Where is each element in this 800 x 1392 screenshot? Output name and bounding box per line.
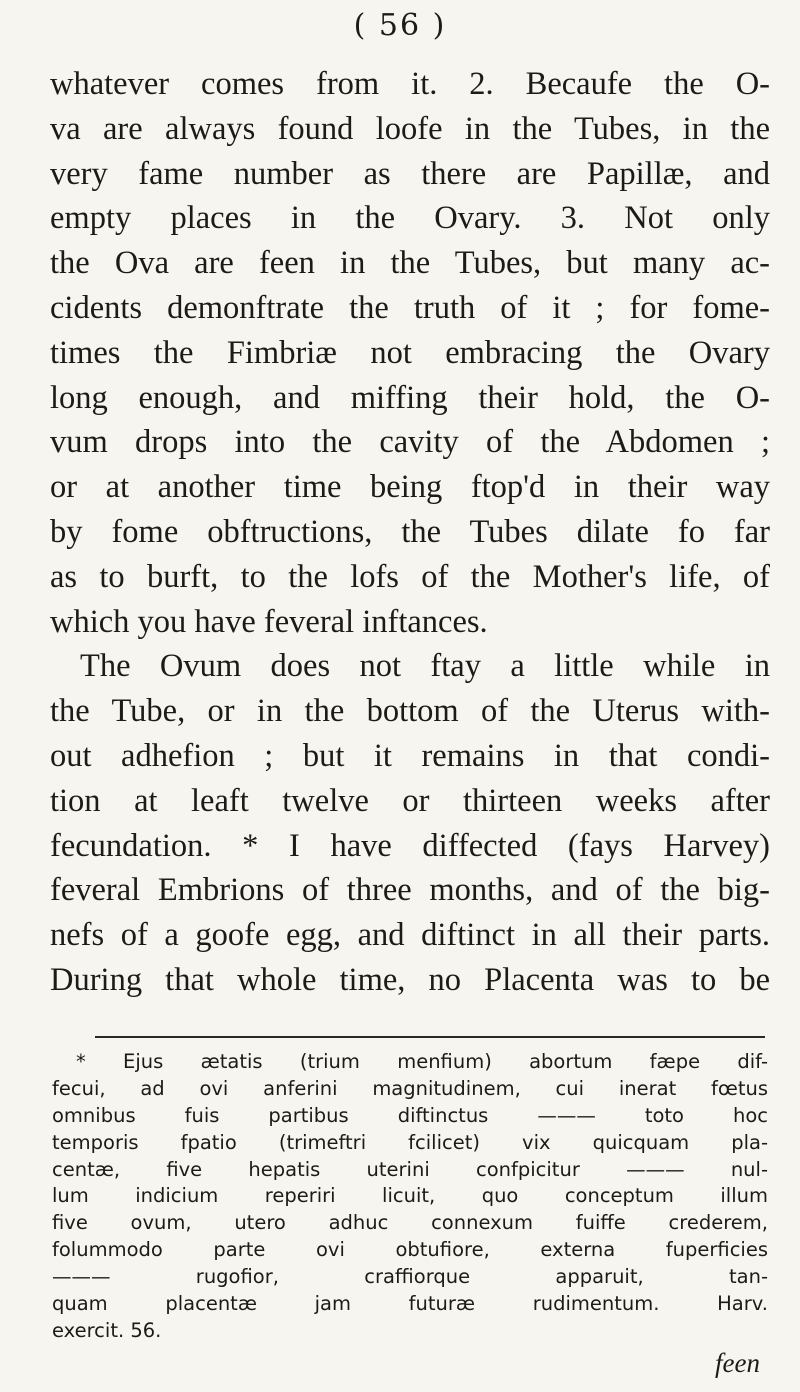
footnote-line: five ovum, utero adhuc connexum fuiffe crederem, <box>52 1211 768 1235</box>
body-line: or at another time being ftop'd in their way <box>50 469 770 506</box>
body-line: out adhefion ; but it remains in that condi- <box>50 737 770 774</box>
catchword: feen <box>715 1348 760 1378</box>
body-line: the Ova are feen in the Tubes, but many ac- <box>50 245 770 282</box>
body-line: by fome obftructions, the Tubes dilate fo far <box>50 513 770 550</box>
body-line: cidents demonftrate the truth of it ; for fome- <box>50 289 770 326</box>
body-line: tion at leaft twelve or thirteen weeks after <box>50 782 770 819</box>
footnote-line: fecui, ad ovi anferini magnitudinem, cui inerat fœtus <box>52 1076 768 1100</box>
body-line: the Tube, or in the bottom of the Uterus with- <box>50 693 770 730</box>
page-number: ( 56 ) <box>353 8 447 43</box>
footnote-line: exercit. 56. <box>52 1318 162 1342</box>
footnote-line: temporis fpatio (trimeftri fcilicet) vix quicquam pla- <box>52 1130 768 1154</box>
footnote-line: quam placentæ jam futuræ rudimentum. Harv. <box>52 1292 768 1316</box>
body-line: feveral Embrions of three months, and of the big- <box>50 872 770 909</box>
footnote-line: lum indicium reperiri licuit, quo conceptum illum <box>52 1184 768 1208</box>
body-text <box>50 62 770 1003</box>
footnote-line: * Ejus ætatis (trium menfium) abortum fæpe dif- <box>76 1050 768 1073</box>
body-line: long enough, and miffing their hold, the O- <box>50 379 770 416</box>
footnote-line: folummodo parte ovi obtufiore, externa fuperficies <box>52 1238 768 1262</box>
body-line: The Ovum does not ftay a little while in <box>80 648 770 685</box>
body-line: va are always found loofe in the Tubes, in the <box>50 110 770 147</box>
footnote-divider <box>95 1036 765 1038</box>
footnote-line: omnibus fuis partibus diftinctus ——— toto hoc <box>52 1103 768 1127</box>
body-line: During that whole time, no Placenta was to be <box>50 961 770 998</box>
footnote-line: centæ, five hepatis uterini confpicitur ——— nul- <box>52 1157 768 1181</box>
body-line: whatever comes from it. 2. Becaufe the O- <box>50 66 770 102</box>
body-line: nefs of a goofe egg, and diftinct in all their parts. <box>50 917 770 954</box>
body-line: empty places in the Ovary. 3. Not only <box>50 200 770 237</box>
footnote <box>52 1049 768 1345</box>
body-line: fecundation. * I have diffected (fays Harvey) <box>50 827 770 864</box>
body-line: very fame number as there are Papillæ, and <box>50 155 770 192</box>
body-line: vum drops into the cavity of the Abdomen ; <box>50 424 770 461</box>
footnote-line: ——— rugofior, craffiorque apparuit, tan- <box>52 1265 768 1289</box>
body-line: times the Fimbriæ not embracing the Ovary <box>50 334 770 371</box>
body-line: as to burft, to the lofs of the Mother's life, of <box>50 558 770 595</box>
body-line: which you have feveral inftances. <box>50 603 488 640</box>
